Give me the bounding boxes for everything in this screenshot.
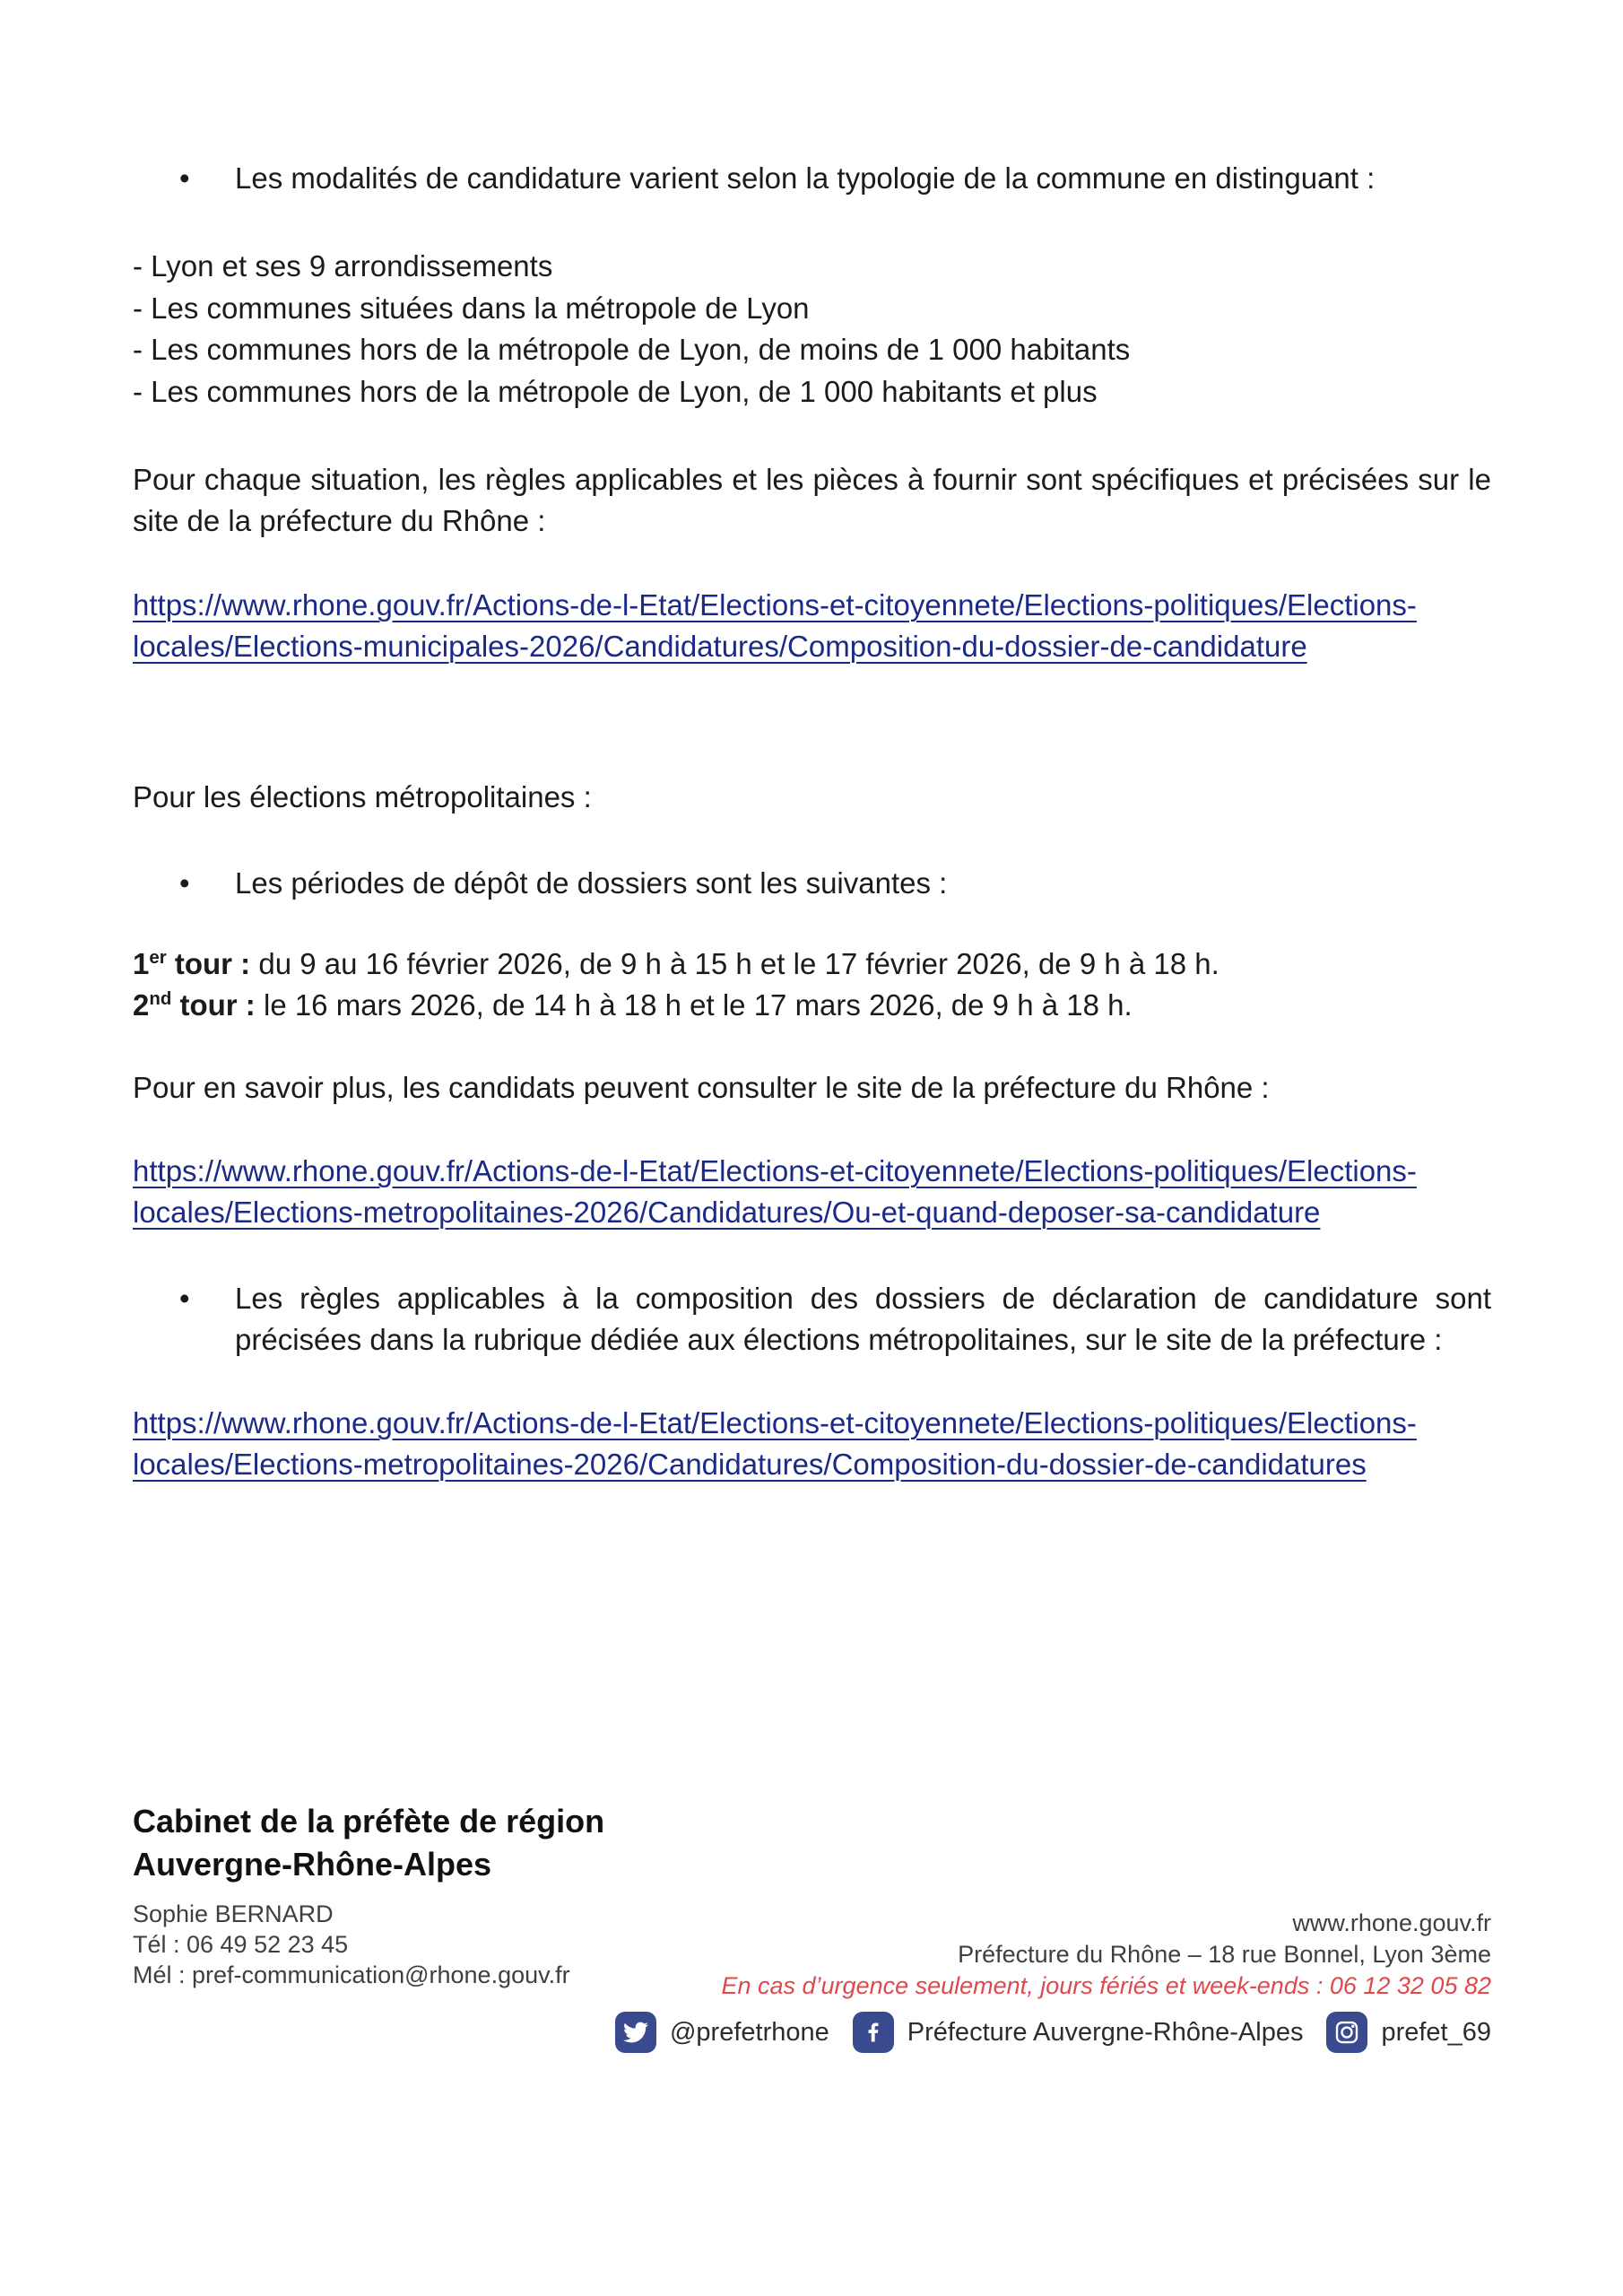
tour-2-text: le 16 mars 2026, de 14 h à 18 h et le 17 mars 2026, de 9 h à 18 h.	[255, 988, 1133, 1022]
tour-2-label: tour :	[171, 988, 256, 1022]
list-item: - Les communes hors de la métropole de Lyon, de moins de 1 000 habitants	[133, 333, 1131, 366]
social-twitter	[615, 2012, 829, 2053]
social-instagram	[1326, 2012, 1491, 2053]
service-line-2: Auvergne-Rhône-Alpes	[133, 1846, 492, 1883]
twitter-icon	[615, 2012, 656, 2053]
list-item: - Les communes hors de la métropole de Lyon, de 1 000 habitants et plus	[133, 374, 1098, 408]
link-composition-municipales[interactable]: https://www.rhone.gouv.fr/Actions-de-l-Etat/Elections-et-citoyennete/Elections-politiques/Elections-locales/Elections-municipales-2026/Candidatures/Composition-du-dossier-de-candidature	[133, 588, 1417, 663]
heading-elections-metropolitaines: Pour les élections métropolitaines :	[133, 780, 592, 813]
tour-1-ordinal: er	[149, 947, 167, 968]
paragraph-savoir-plus: Pour en savoir plus, les candidats peuvent consulter le site de la préfecture du Rhône :	[133, 1071, 1270, 1104]
tour-2-line	[133, 985, 1491, 1026]
facebook-page-name: Préfecture Auvergne-Rhône-Alpes	[907, 2018, 1304, 2047]
facebook-icon	[853, 2012, 894, 2053]
bullet-regles	[133, 1278, 1491, 1361]
paragraph-situation: Pour chaque situation, les règles applicables et les pièces à fournir sont spécifiques et précisées sur le site de la préfecture du Rhône :	[133, 463, 1491, 537]
link-ou-quand-deposer[interactable]: https://www.rhone.gouv.fr/Actions-de-l-Etat/Elections-et-citoyennete/Elections-politiques/Elections-locales/Elections-metropolitaines-2026/Candidatures/Ou-et-quand-deposer-sa-candidature	[133, 1154, 1417, 1229]
emergency-notice: En cas d’urgence seulement, jours fériés et week-ends : 06 12 32 05 82	[721, 1972, 1491, 1999]
list-item: - Les communes situées dans la métropole de Lyon	[133, 291, 810, 325]
bullet-periodes	[133, 863, 1491, 904]
bullet-regles-text: Les règles applicables à la composition des dossiers de déclaration de candidature sont précisées dans la rubrique dédiée aux élections métropolitaines, sur le site de la préfecture :	[235, 1282, 1491, 1356]
commune-type-list	[133, 246, 1491, 413]
bullet-modalites-text: Les modalités de candidature varient selon la typologie de la commune en distinguant :	[235, 161, 1376, 195]
contact-phone: Tél : 06 49 52 23 45	[133, 1931, 349, 1958]
prefecture-address: Préfecture du Rhône – 18 rue Bonnel, Lyon 3ème	[958, 1941, 1491, 1968]
instagram-handle: prefet_69	[1381, 2018, 1491, 2047]
footer-address-block	[721, 1908, 1491, 2002]
twitter-handle: @prefetrhone	[669, 2018, 829, 2047]
tour-1-number: 1	[133, 947, 150, 980]
tour-2-number: 2	[133, 988, 150, 1022]
website-url: www.rhone.gouv.fr	[1292, 1909, 1491, 1936]
tour-1-line	[133, 944, 1491, 985]
instagram-icon	[1326, 2012, 1367, 2053]
bullet-modalites	[133, 158, 1491, 199]
service-name	[133, 1800, 1491, 1886]
tour-1-label: tour :	[166, 947, 251, 980]
tour-2-ordinal: nd	[149, 988, 172, 1009]
tour-schedule	[133, 944, 1491, 1026]
tour-1-text: du 9 au 16 février 2026, de 9 h à 15 h et le 17 février 2026, de 9 h à 18 h.	[250, 947, 1219, 980]
contact-email: Mél : pref-communication@rhone.gouv.fr	[133, 1961, 570, 1988]
list-item: - Lyon et ses 9 arrondissements	[133, 249, 553, 283]
page-footer	[133, 1800, 1491, 2195]
service-line-1: Cabinet de la préfète de région	[133, 1803, 605, 1839]
social-links-row	[615, 2012, 1491, 2053]
bullet-periodes-text: Les périodes de dépôt de dossiers sont les suivantes :	[235, 866, 948, 900]
link-composition-metropolitaines[interactable]: https://www.rhone.gouv.fr/Actions-de-l-Etat/Elections-et-citoyennete/Elections-politiques/Elections-locales/Elections-metropolitaines-2026/Candidatures/Composition-du-dossier-de-candidatures	[133, 1406, 1417, 1481]
social-facebook	[853, 2012, 1304, 2053]
contact-name: Sophie BERNARD	[133, 1900, 334, 1927]
